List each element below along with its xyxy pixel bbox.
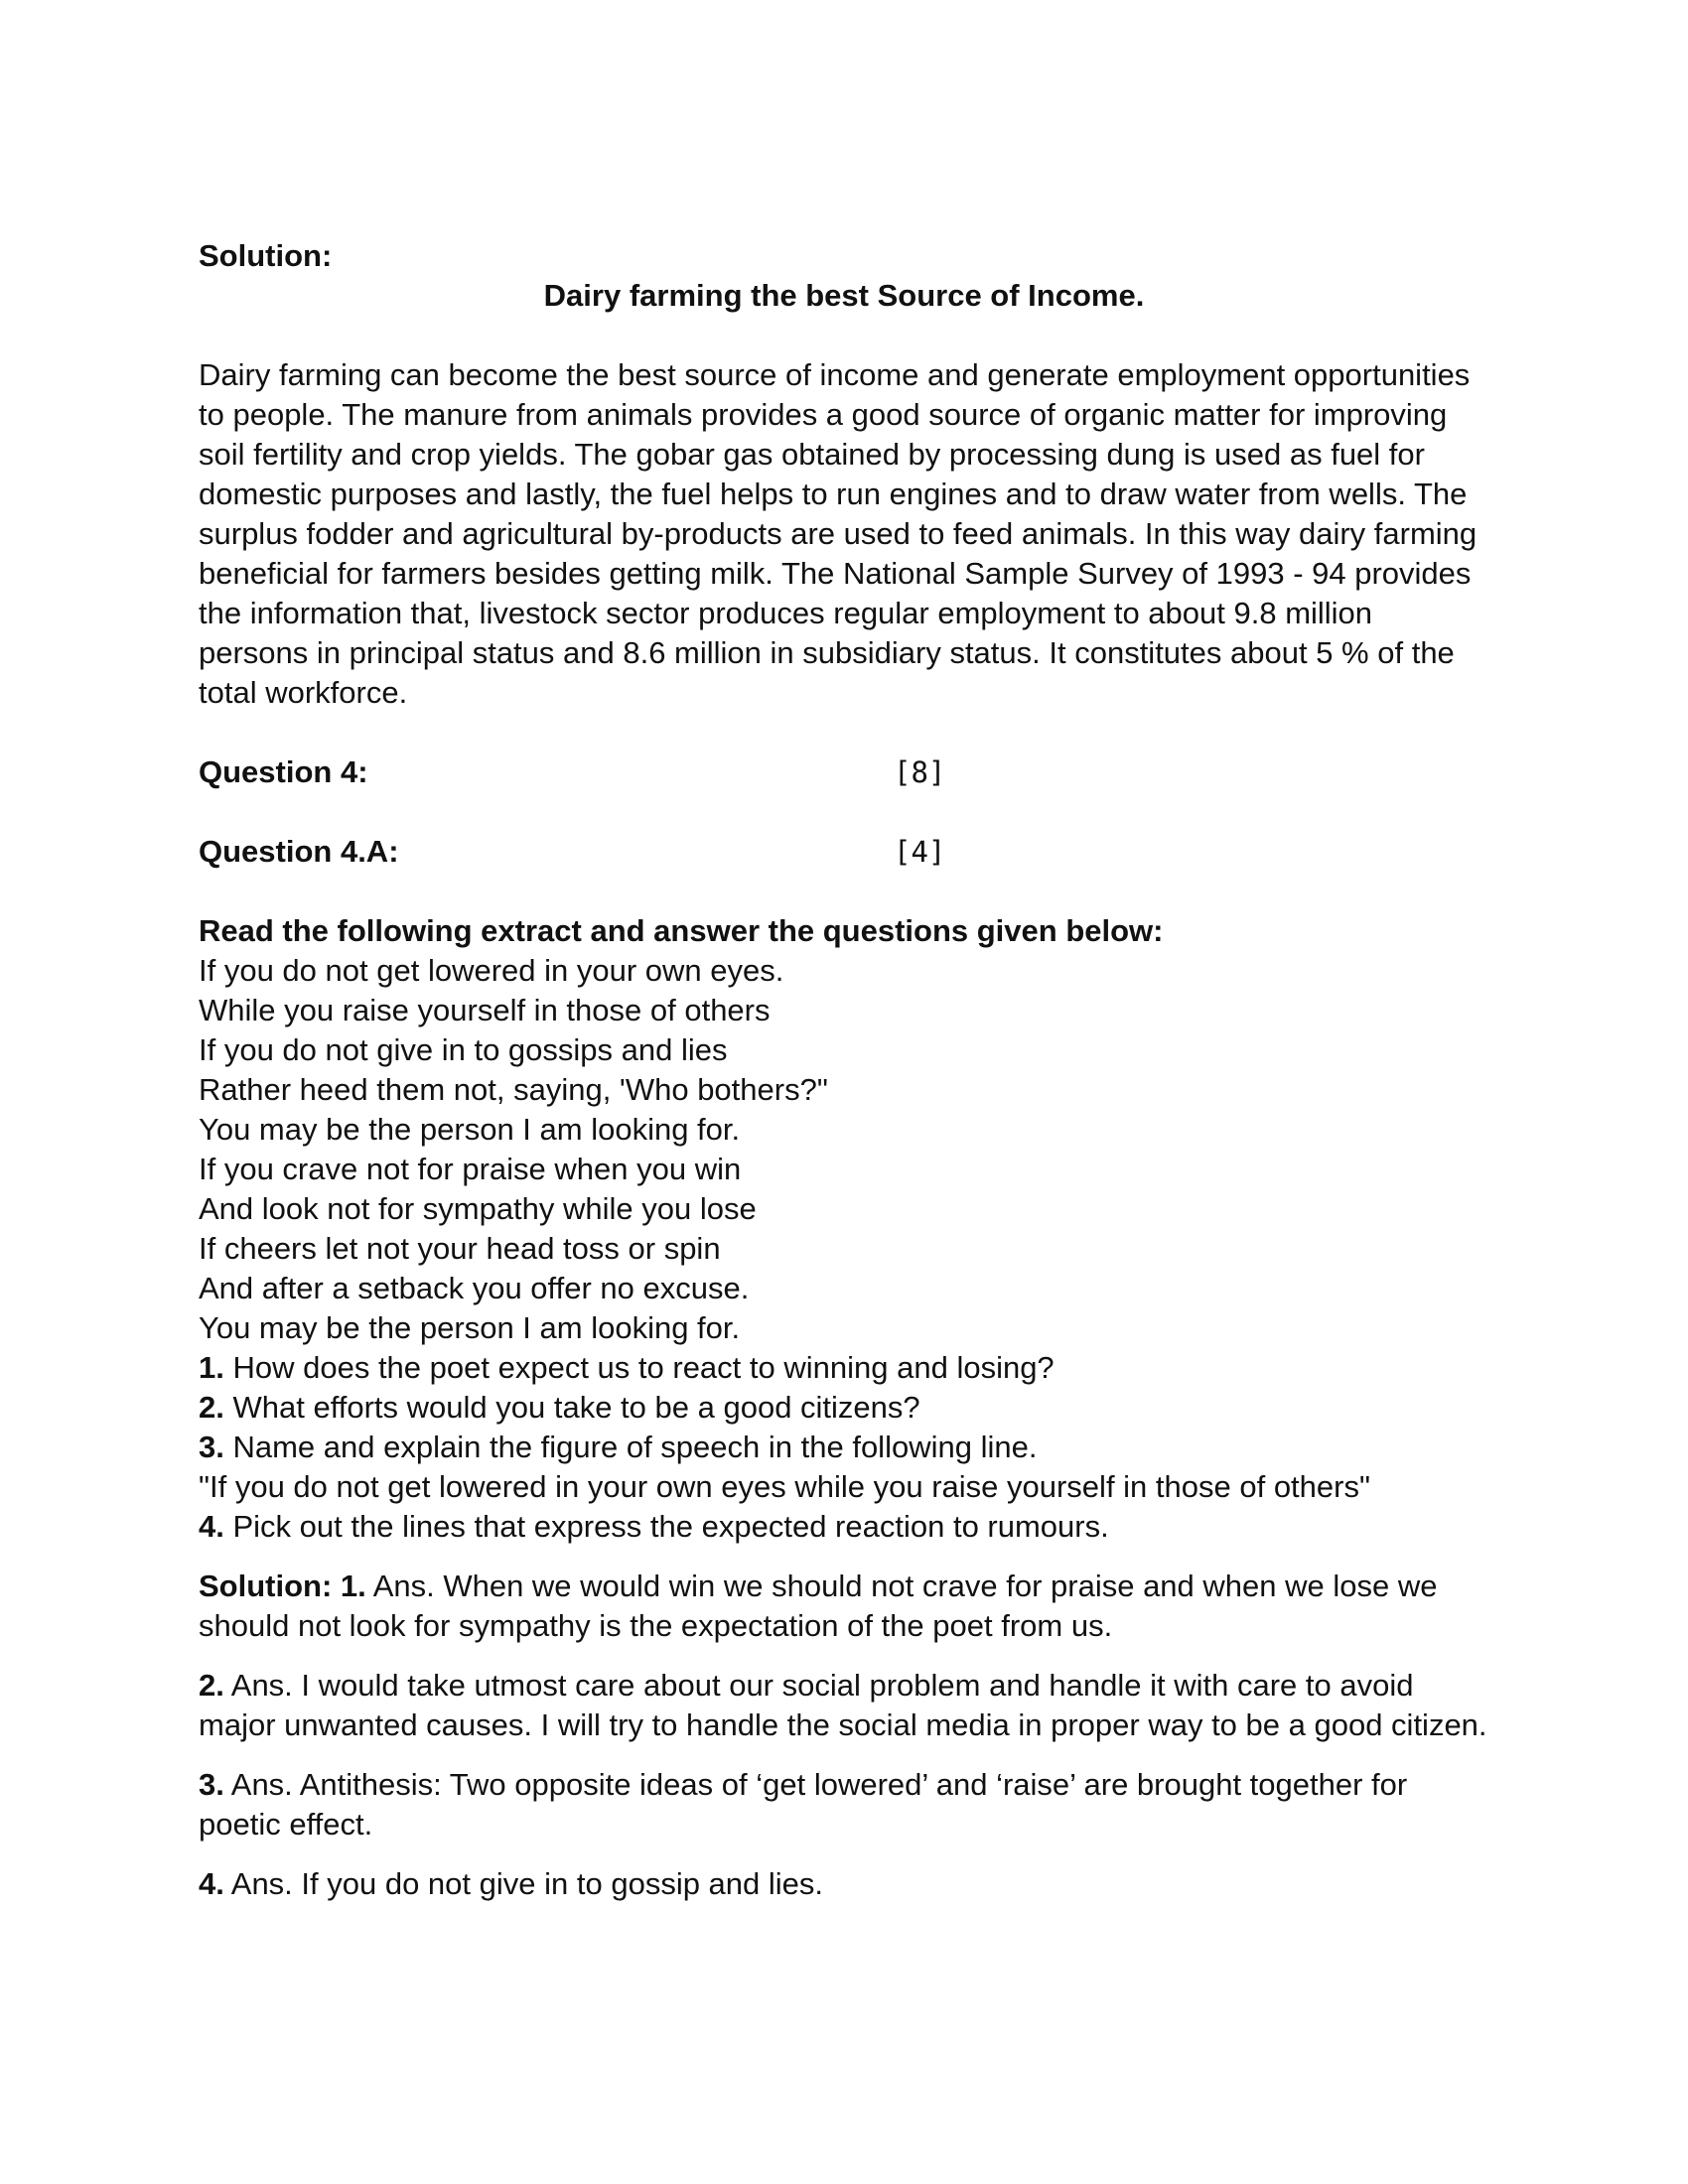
question-item — [199, 1388, 1489, 1428]
answer-2 — [199, 1666, 1489, 1745]
question-4-heading — [199, 752, 1489, 792]
answer-number: 3. — [199, 1767, 224, 1802]
question-4-label: Question 4: — [199, 754, 368, 789]
answer-number: 1. — [340, 1569, 366, 1603]
question-text: Name and explain the figure of speech in the following line. — [232, 1430, 1038, 1464]
poem-line: If cheers let not your head toss or spin — [199, 1231, 721, 1266]
document-page — [199, 236, 1489, 1904]
question-text: How does the poet expect us to react to winning and losing? — [232, 1350, 1055, 1385]
question-quote: "If you do not get lowered in your own eyes while you raise yourself in those of others" — [199, 1469, 1370, 1504]
extract-instruction: Read the following extract and answer the questions given below: — [199, 913, 1164, 948]
poem-line: If you crave not for praise when you win — [199, 1152, 742, 1186]
question-number: 2. — [199, 1390, 224, 1425]
solution-label: Solution: — [199, 238, 333, 273]
poem-line: You may be the person I am looking for. — [199, 1112, 741, 1147]
answer-text: Ans. Antithesis: Two opposite ideas of ‘get lowered’ and ‘raise’ are brought together for poetic effect. — [199, 1767, 1408, 1842]
question-item — [199, 1507, 1489, 1547]
answer-number: 2. — [199, 1668, 224, 1703]
answer-3 — [199, 1765, 1489, 1844]
question-number: 4. — [199, 1509, 224, 1544]
answer-title: Dairy farming the best Source of Income. — [543, 278, 1145, 313]
question-text: What efforts would you take to be a good citizens? — [232, 1390, 920, 1425]
dairy-farming-paragraph: Dairy farming can become the best source of income and generate employment opportunities to people. The manure from animals provides a good source of organic matter for improving soil fertility and crop yields. The gobar gas obtained by processing dung is used as fuel for domestic purposes and lastly, the fuel helps to run engines and to draw water from wells. The surplus fodder and agricultural by-products are used to feed animals. In this way dairy farming beneficial for farmers besides getting milk. The National Sample Survey of 1993 - 94 provides the information that, livestock sector produces regular employment to about 9.8 million persons in principal status and 8.6 million in subsidiary status. It constitutes about 5 % of the total workforce. — [199, 357, 1477, 710]
poem-line: And after a setback you offer no excuse. — [199, 1271, 750, 1305]
answer-4 — [199, 1864, 1489, 1904]
question-4a-label: Question 4.A: — [199, 834, 399, 869]
poem-line: You may be the person I am looking for. — [199, 1310, 741, 1345]
poem-line: Rather heed them not, saying, 'Who bothers?" — [199, 1072, 828, 1107]
poem-line: And look not for sympathy while you lose — [199, 1191, 757, 1226]
answer-text: Ans. When we would win we should not crave for praise and when we lose we should not look for sympathy is the expectation of the poet from us. — [199, 1569, 1438, 1643]
solution-label: Solution: — [199, 1569, 333, 1603]
poem-line: If you do not give in to gossips and lies — [199, 1032, 728, 1067]
answer-1 — [199, 1567, 1489, 1646]
poem-line: While you raise yourself in those of others — [199, 993, 771, 1027]
answer-text: Ans. If you do not give in to gossip and lies. — [230, 1866, 824, 1901]
question-list — [199, 1348, 1489, 1547]
question-text: Pick out the lines that express the expected reaction to rumours. — [232, 1509, 1109, 1544]
question-number: 3. — [199, 1430, 224, 1464]
question-4a-heading — [199, 832, 1489, 872]
extract-section — [199, 911, 1489, 1547]
answer-text: Ans. I would take utmost care about our social problem and handle it with care to avoid major unwanted causes. I will try to handle the social media in proper way to be a good citizen. — [199, 1668, 1487, 1742]
poem-line: If you do not get lowered in your own eyes. — [199, 953, 784, 988]
question-4a-marks: [4] — [894, 835, 946, 869]
question-number: 1. — [199, 1350, 224, 1385]
answer-number: 4. — [199, 1866, 224, 1901]
question-item — [199, 1348, 1489, 1388]
question-4-marks: [8] — [894, 755, 946, 789]
question-item — [199, 1428, 1489, 1467]
